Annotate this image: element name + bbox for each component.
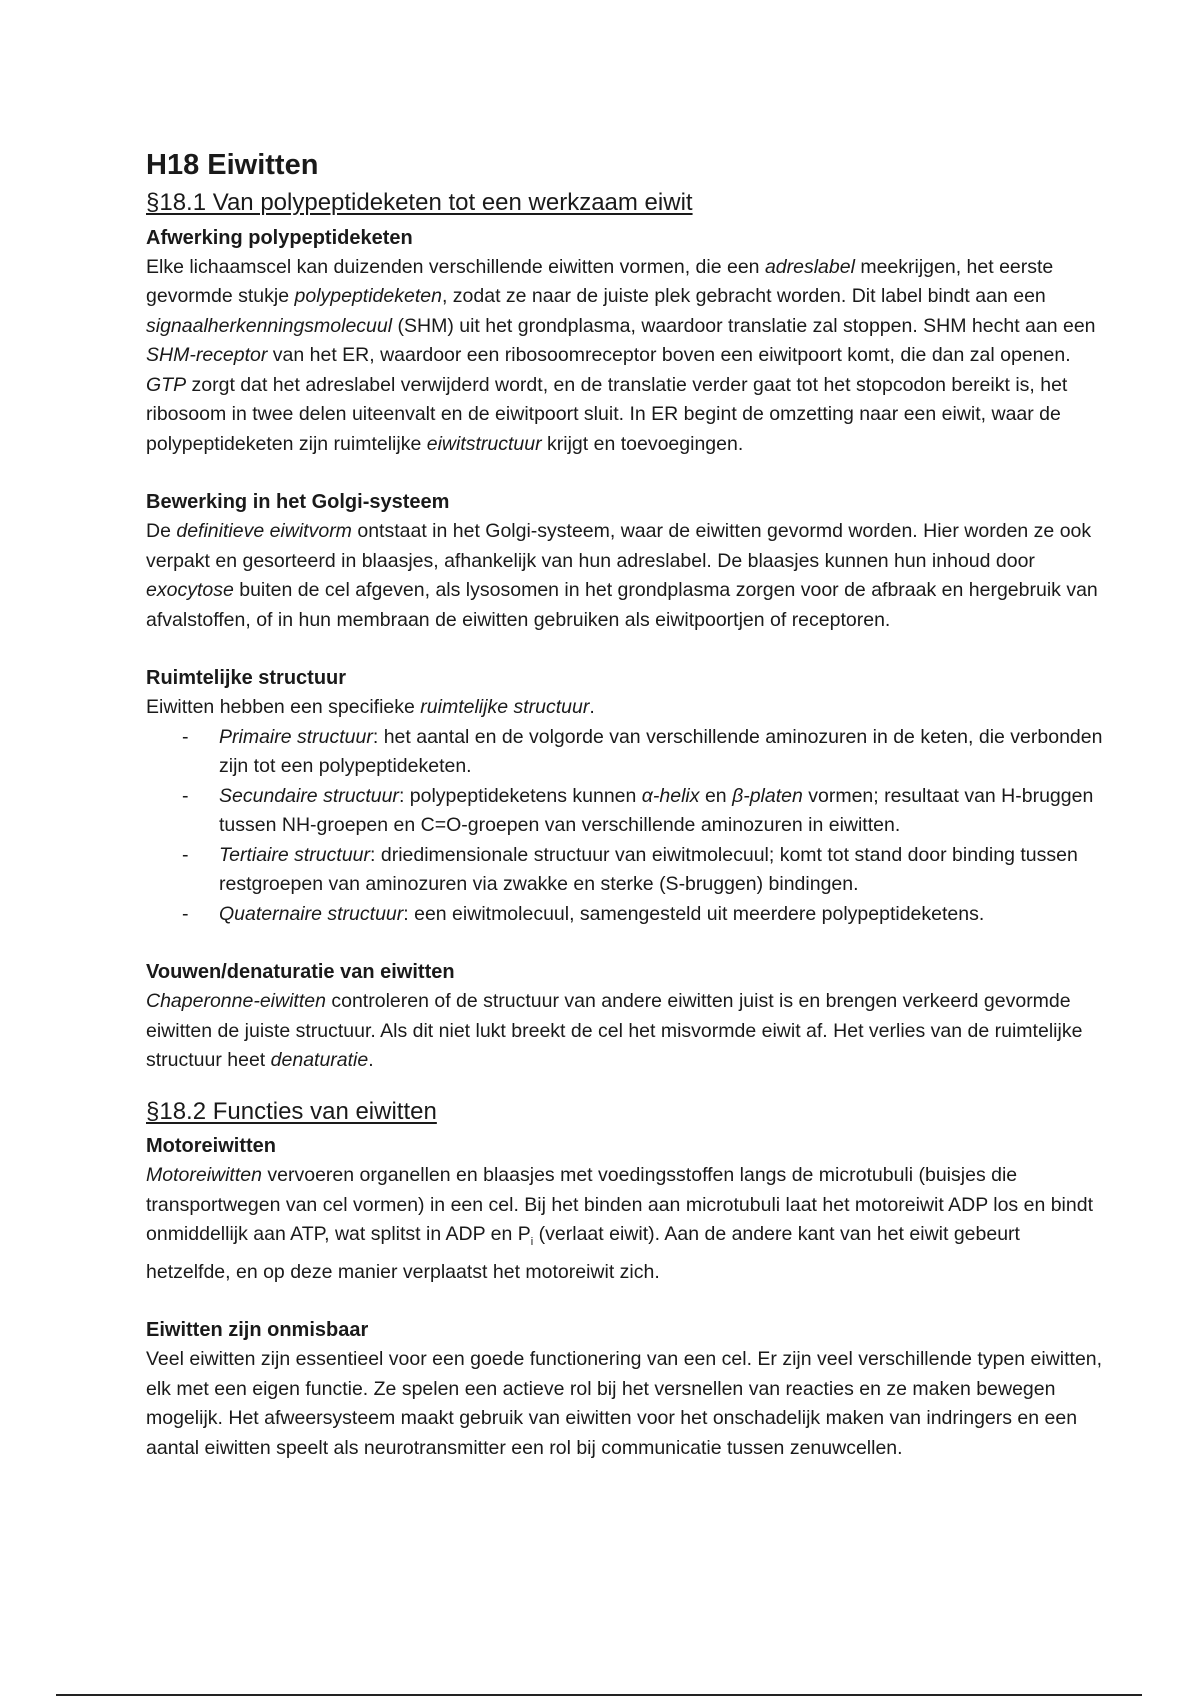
- section-heading-18-2: §18.2 Functies van eiwitten: [146, 1097, 437, 1125]
- paragraph-motoreiwitten: Motoreiwitten vervoeren organellen en blaasjes met voedingsstoffen langs de microtubuli (buisjes die transportwegen van cel vormen) in een cel. Bij het binden aan microtubuli laat het motoreiwit ADP los en bindt onmiddellijk aan ATP, wat splitst in ADP en $P_i$ (verlaat eiwit). Aan de andere kant van het eiwit gebeurt hetzelfde, en op deze manier verplaatst het motoreiwit zich.: [146, 1164, 1093, 1283]
- document-page: [146, 138, 1106, 1463]
- section-heading-18-1: §18.1 Van polypeptideketen tot een werkzaam eiwit: [146, 188, 693, 216]
- footer-divider: [56, 1694, 1142, 1696]
- subsection-heading-afwerking: Afwerking polypeptideketen: [146, 226, 413, 249]
- subsection-heading-golgi: Bewerking in het Golgi-systeem: [146, 491, 450, 514]
- subsection-heading-vouwen: Vouwen/denaturatie van eiwitten: [146, 961, 455, 984]
- list-item: - Secundaire structuur: polypeptideketens kunnen α-helix en β-platen vormen; resultaat van H-bruggen tussen NH-groepen en C=O-groepen van verschillende aminozuren in eiwitten.: [219, 782, 1106, 841]
- list-item: - Quaternaire structuur: een eiwitmolecuul, samengesteld uit meerdere polypeptideketens.: [219, 900, 1106, 930]
- list-item: - Primaire structuur: het aantal en de volgorde van verschillende aminozuren in de keten, die verbonden zijn tot een polypeptideketen.: [219, 723, 1106, 782]
- structure-list: [146, 723, 1106, 930]
- paragraph-vouwen: Chaperonne-eiwitten controleren of de structuur van andere eiwitten juist is en brengen verkeerd gevormde eiwitten de juiste structuur. Als dit niet lukt breekt de cel het misvormde eiwit af. Het verlies van de ruimtelijke structuur heet denaturatie.: [146, 990, 1083, 1072]
- paragraph-ruimtelijke: Eiwitten hebben een specifieke ruimtelijke structuur.: [146, 696, 595, 719]
- subsection-heading-motoreiwitten: Motoreiwitten: [146, 1135, 276, 1158]
- page-title: H18 Eiwitten: [146, 149, 319, 181]
- subsection-heading-onmisbaar: Eiwitten zijn onmisbaar: [146, 1319, 369, 1342]
- list-item: - Tertiaire structuur: driedimensionale structuur van eiwitmolecuul; komt tot stand door binding tussen restgroepen van aminozuren via zwakke en sterke (S-bruggen) bindingen.: [219, 841, 1106, 900]
- paragraph-onmisbaar: Veel eiwitten zijn essentieel voor een goede functionering van een cel. Er zijn veel verschillende typen eiwitten, elk met een eigen functie. Ze spelen een actieve rol bij het versnellen van reacties en ze maken bewegen mogelijk. Het afweersysteem maakt gebruik van eiwitten voor het onschadelijk maken van indringers en een aantal eiwitten speelt als neurotransmitter een rol bij communicatie tussen zenuwcellen.: [146, 1348, 1103, 1459]
- paragraph-golgi: De definitieve eiwitvorm ontstaat in het Golgi-systeem, waar de eiwitten gevormd worden. Hier worden ze ook verpakt en gesorteerd in blaasjes, afhankelijk van hun adreslabel. De blaasjes kunnen hun inhoud door exocytose buiten de cel afgeven, als lysosomen in het grondplasma zorgen voor de afbraak en hergebruik van afvalstoffen, of in hun membraan de eiwitten gebruiken als eiwitpoortjen of receptoren.: [146, 520, 1098, 631]
- subsection-heading-ruimtelijke: Ruimtelijke structuur: [146, 667, 347, 690]
- paragraph-afwerking: Elke lichaamscel kan duizenden verschillende eiwitten vormen, die een adreslabel meekrijgen, het eerste gevormde stukje polypeptideketen, zodat ze naar de juiste plek gebracht worden. Dit label bindt aan een signaalherkenningsmolecuul (SHM) uit het grondplasma, waardoor translatie zal stoppen. SHM hecht aan een SHM-receptor van het ER, waardoor een ribosoomreceptor boven een eiwitpoort komt, die dan zal openen. GTP zorgt dat het adreslabel verwijderd wordt, en de translatie verder gaat tot het stopcodon bereikt is, het ribosoom in twee delen uiteenvalt en de eiwitpoort sluit. In ER begint de omzetting naar een eiwit, waar de polypeptideketen zijn ruimtelijke eiwitstructuur krijgt en toevoegingen.: [146, 255, 1096, 455]
